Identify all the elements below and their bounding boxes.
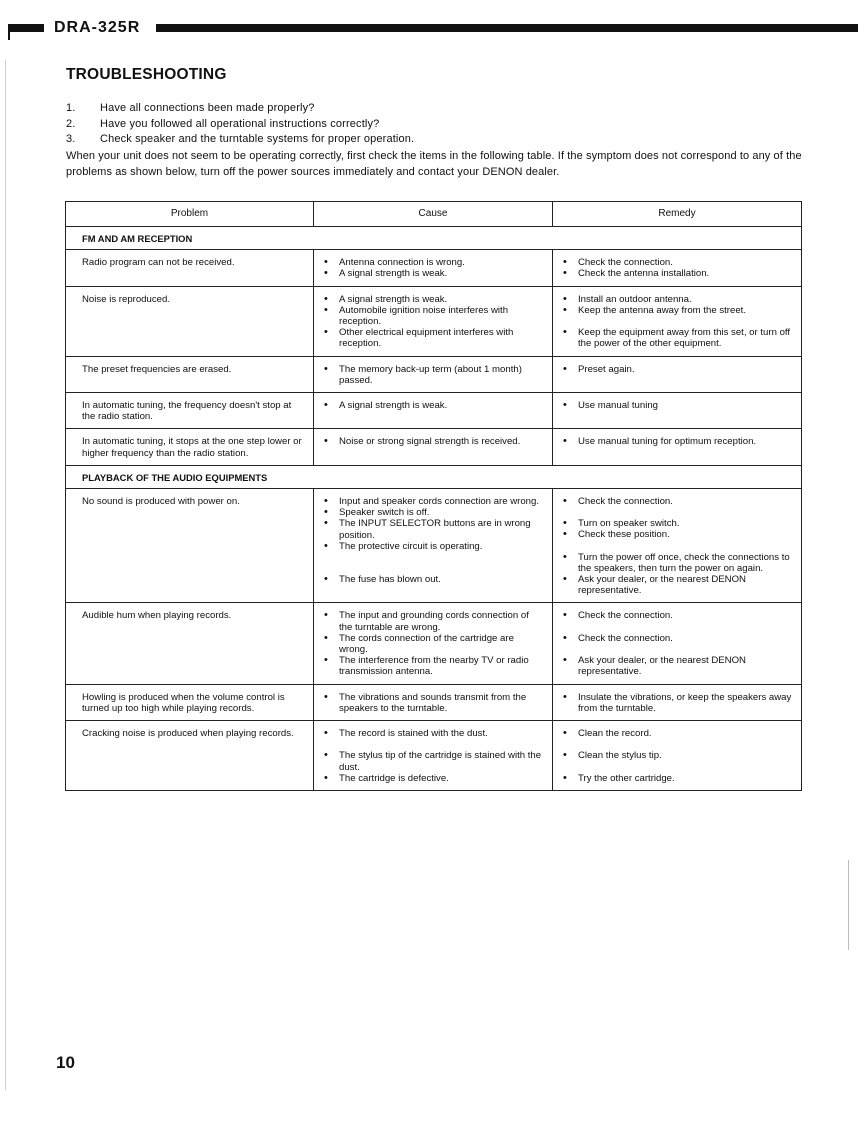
remedy-item: • Clean the stylus tip. xyxy=(561,750,793,761)
problem-cell: Noise is reproduced. xyxy=(66,286,314,356)
check-text: Have you followed all operational instructions correctly? xyxy=(100,117,380,130)
section-title: FM AND AM RECEPTION xyxy=(66,227,802,250)
cause-item: • The protective circuit is operating. xyxy=(322,541,544,552)
problem-cell: Audible hum when playing records. xyxy=(66,603,314,684)
table-header-row xyxy=(66,202,802,227)
column-header-remedy: Remedy xyxy=(553,202,802,227)
table-row xyxy=(66,393,802,429)
model-name: DRA-325R xyxy=(50,18,144,38)
cause-cell xyxy=(314,489,553,603)
problem-cell: In automatic tuning, it stops at the one step lower or higher frequency than the radio station. xyxy=(66,429,314,465)
cause-item: • The vibrations and sounds transmit from the speakers to the turntable. xyxy=(322,692,544,714)
remedy-item: • Preset again. xyxy=(561,364,793,375)
remedy-item: • Check the connection. xyxy=(561,610,793,621)
remedy-item: • Ask your dealer, or the nearest DENON representative. xyxy=(561,574,793,596)
scan-mark xyxy=(848,860,849,950)
check-number: 3. xyxy=(66,133,76,145)
table-row xyxy=(66,489,802,603)
cause-item: • The cartridge is defective. xyxy=(322,773,544,784)
header-rule xyxy=(156,24,858,32)
cause-cell xyxy=(314,721,553,791)
cause-item: • The input and grounding cords connection of the turntable are wrong. xyxy=(322,610,544,632)
cause-cell xyxy=(314,250,553,286)
problem-cell: In automatic tuning, the frequency doesn't stop at the radio station. xyxy=(66,393,314,429)
remedy-item: • Use manual tuning for optimum reception. xyxy=(561,436,793,447)
remedy-cell xyxy=(553,429,802,465)
header-tick xyxy=(8,28,10,40)
scan-edge xyxy=(5,60,6,1090)
cause-item: • A signal strength is weak. xyxy=(322,400,544,411)
remedy-cell xyxy=(553,603,802,684)
table-row xyxy=(66,721,802,791)
cause-item: • Automobile ignition noise interferes with reception. xyxy=(322,305,544,327)
cause-item: • Other electrical equipment interferes with reception. xyxy=(322,327,544,349)
check-item xyxy=(66,132,806,148)
check-item xyxy=(66,101,806,117)
remedy-cell xyxy=(553,286,802,356)
remedy-cell xyxy=(553,250,802,286)
cause-item: • The stylus tip of the cartridge is stained with the dust. xyxy=(322,750,544,772)
remedy-item: • Clean the record. xyxy=(561,728,793,739)
remedy-cell xyxy=(553,489,802,603)
table-row xyxy=(66,603,802,684)
cause-cell xyxy=(314,684,553,720)
problem-cell: No sound is produced with power on. xyxy=(66,489,314,603)
page-header xyxy=(8,19,858,36)
section-title: PLAYBACK OF THE AUDIO EQUIPMENTS xyxy=(66,465,802,488)
remedy-item: • Install an outdoor antenna. xyxy=(561,294,793,305)
table-row xyxy=(66,429,802,465)
column-header-problem: Problem xyxy=(66,202,314,227)
remedy-item: • Turn on speaker switch. xyxy=(561,518,793,529)
cause-item: • The record is stained with the dust. xyxy=(322,728,544,739)
cause-item: • Input and speaker cords connection are wrong. xyxy=(322,496,544,507)
check-item xyxy=(66,117,806,133)
remedy-item: • Check these position. xyxy=(561,529,793,540)
check-number: 2. xyxy=(66,117,76,130)
remedy-item: • Check the connection. xyxy=(561,496,793,507)
cause-item: • Speaker switch is off. xyxy=(322,507,544,518)
cause-item: • The fuse has blown out. xyxy=(322,574,544,585)
remedy-cell xyxy=(553,684,802,720)
remedy-item: • Check the connection. xyxy=(561,633,793,644)
cause-item: • Antenna connection is wrong. xyxy=(322,257,544,268)
check-number: 1. xyxy=(66,102,76,114)
table-row xyxy=(66,684,802,720)
remedy-item: • Use manual tuning xyxy=(561,400,793,411)
cause-item: • The interference from the nearby TV or radio transmission antenna. xyxy=(322,655,544,677)
remedy-item: • Try the other cartridge. xyxy=(561,773,793,784)
intro-paragraph: When your unit does not seem to be operating correctly, first check the items in the following table. If the symptom does not correspond to any of the problems as shown below, turn off the power sources immediately and contact your DENON dealer. xyxy=(66,150,802,178)
cause-cell xyxy=(314,603,553,684)
problem-cell: Radio program can not be received. xyxy=(66,250,314,286)
troubleshooting-table xyxy=(65,201,802,791)
page-number: 10 xyxy=(56,1053,75,1072)
cause-cell xyxy=(314,429,553,465)
cause-item: • A signal strength is weak. xyxy=(322,294,544,305)
cause-item: • A signal strength is weak. xyxy=(322,268,544,279)
remedy-cell xyxy=(553,393,802,429)
checklist xyxy=(66,101,806,148)
remedy-item: • Check the connection. xyxy=(561,257,793,268)
problem-cell: Cracking noise is produced when playing records. xyxy=(66,721,314,791)
cause-item: • The cords connection of the cartridge are wrong. xyxy=(322,633,544,655)
section-row xyxy=(66,227,802,250)
cause-item: • Noise or strong signal strength is received. xyxy=(322,436,544,447)
check-text: Have all connections been made properly? xyxy=(100,102,315,114)
cause-item: • The INPUT SELECTOR buttons are in wrong position. xyxy=(322,518,544,540)
remedy-item: • Ask your dealer, or the nearest DENON representative. xyxy=(561,655,793,677)
table-row xyxy=(66,286,802,356)
remedy-item: • Keep the equipment away from this set, or turn off the power of the other equipment. xyxy=(561,327,793,349)
remedy-item: • Check the antenna installation. xyxy=(561,268,793,279)
remedy-cell xyxy=(553,721,802,791)
remedy-cell xyxy=(553,356,802,392)
page-title: TROUBLESHOOTING xyxy=(66,66,227,83)
cause-cell xyxy=(314,393,553,429)
problem-cell: Howling is produced when the volume control is turned up too high while playing records. xyxy=(66,684,314,720)
check-text: Check speaker and the turntable systems for proper operation. xyxy=(100,133,415,145)
problem-cell: The preset frequencies are erased. xyxy=(66,356,314,392)
cause-item: • The memory back-up term (about 1 month) passed. xyxy=(322,364,544,386)
cause-cell xyxy=(314,286,553,356)
table-row xyxy=(66,250,802,286)
remedy-item: • Insulate the vibrations, or keep the speakers away from the turntable. xyxy=(561,692,793,714)
section-row xyxy=(66,465,802,488)
remedy-item: • Keep the antenna away from the street. xyxy=(561,305,793,316)
remedy-item: • Turn the power off once, check the connections to the speakers, then turn the power on again. xyxy=(561,552,793,574)
column-header-cause: Cause xyxy=(314,202,553,227)
cause-cell xyxy=(314,356,553,392)
header-lead-bar xyxy=(8,24,44,32)
table-row xyxy=(66,356,802,392)
